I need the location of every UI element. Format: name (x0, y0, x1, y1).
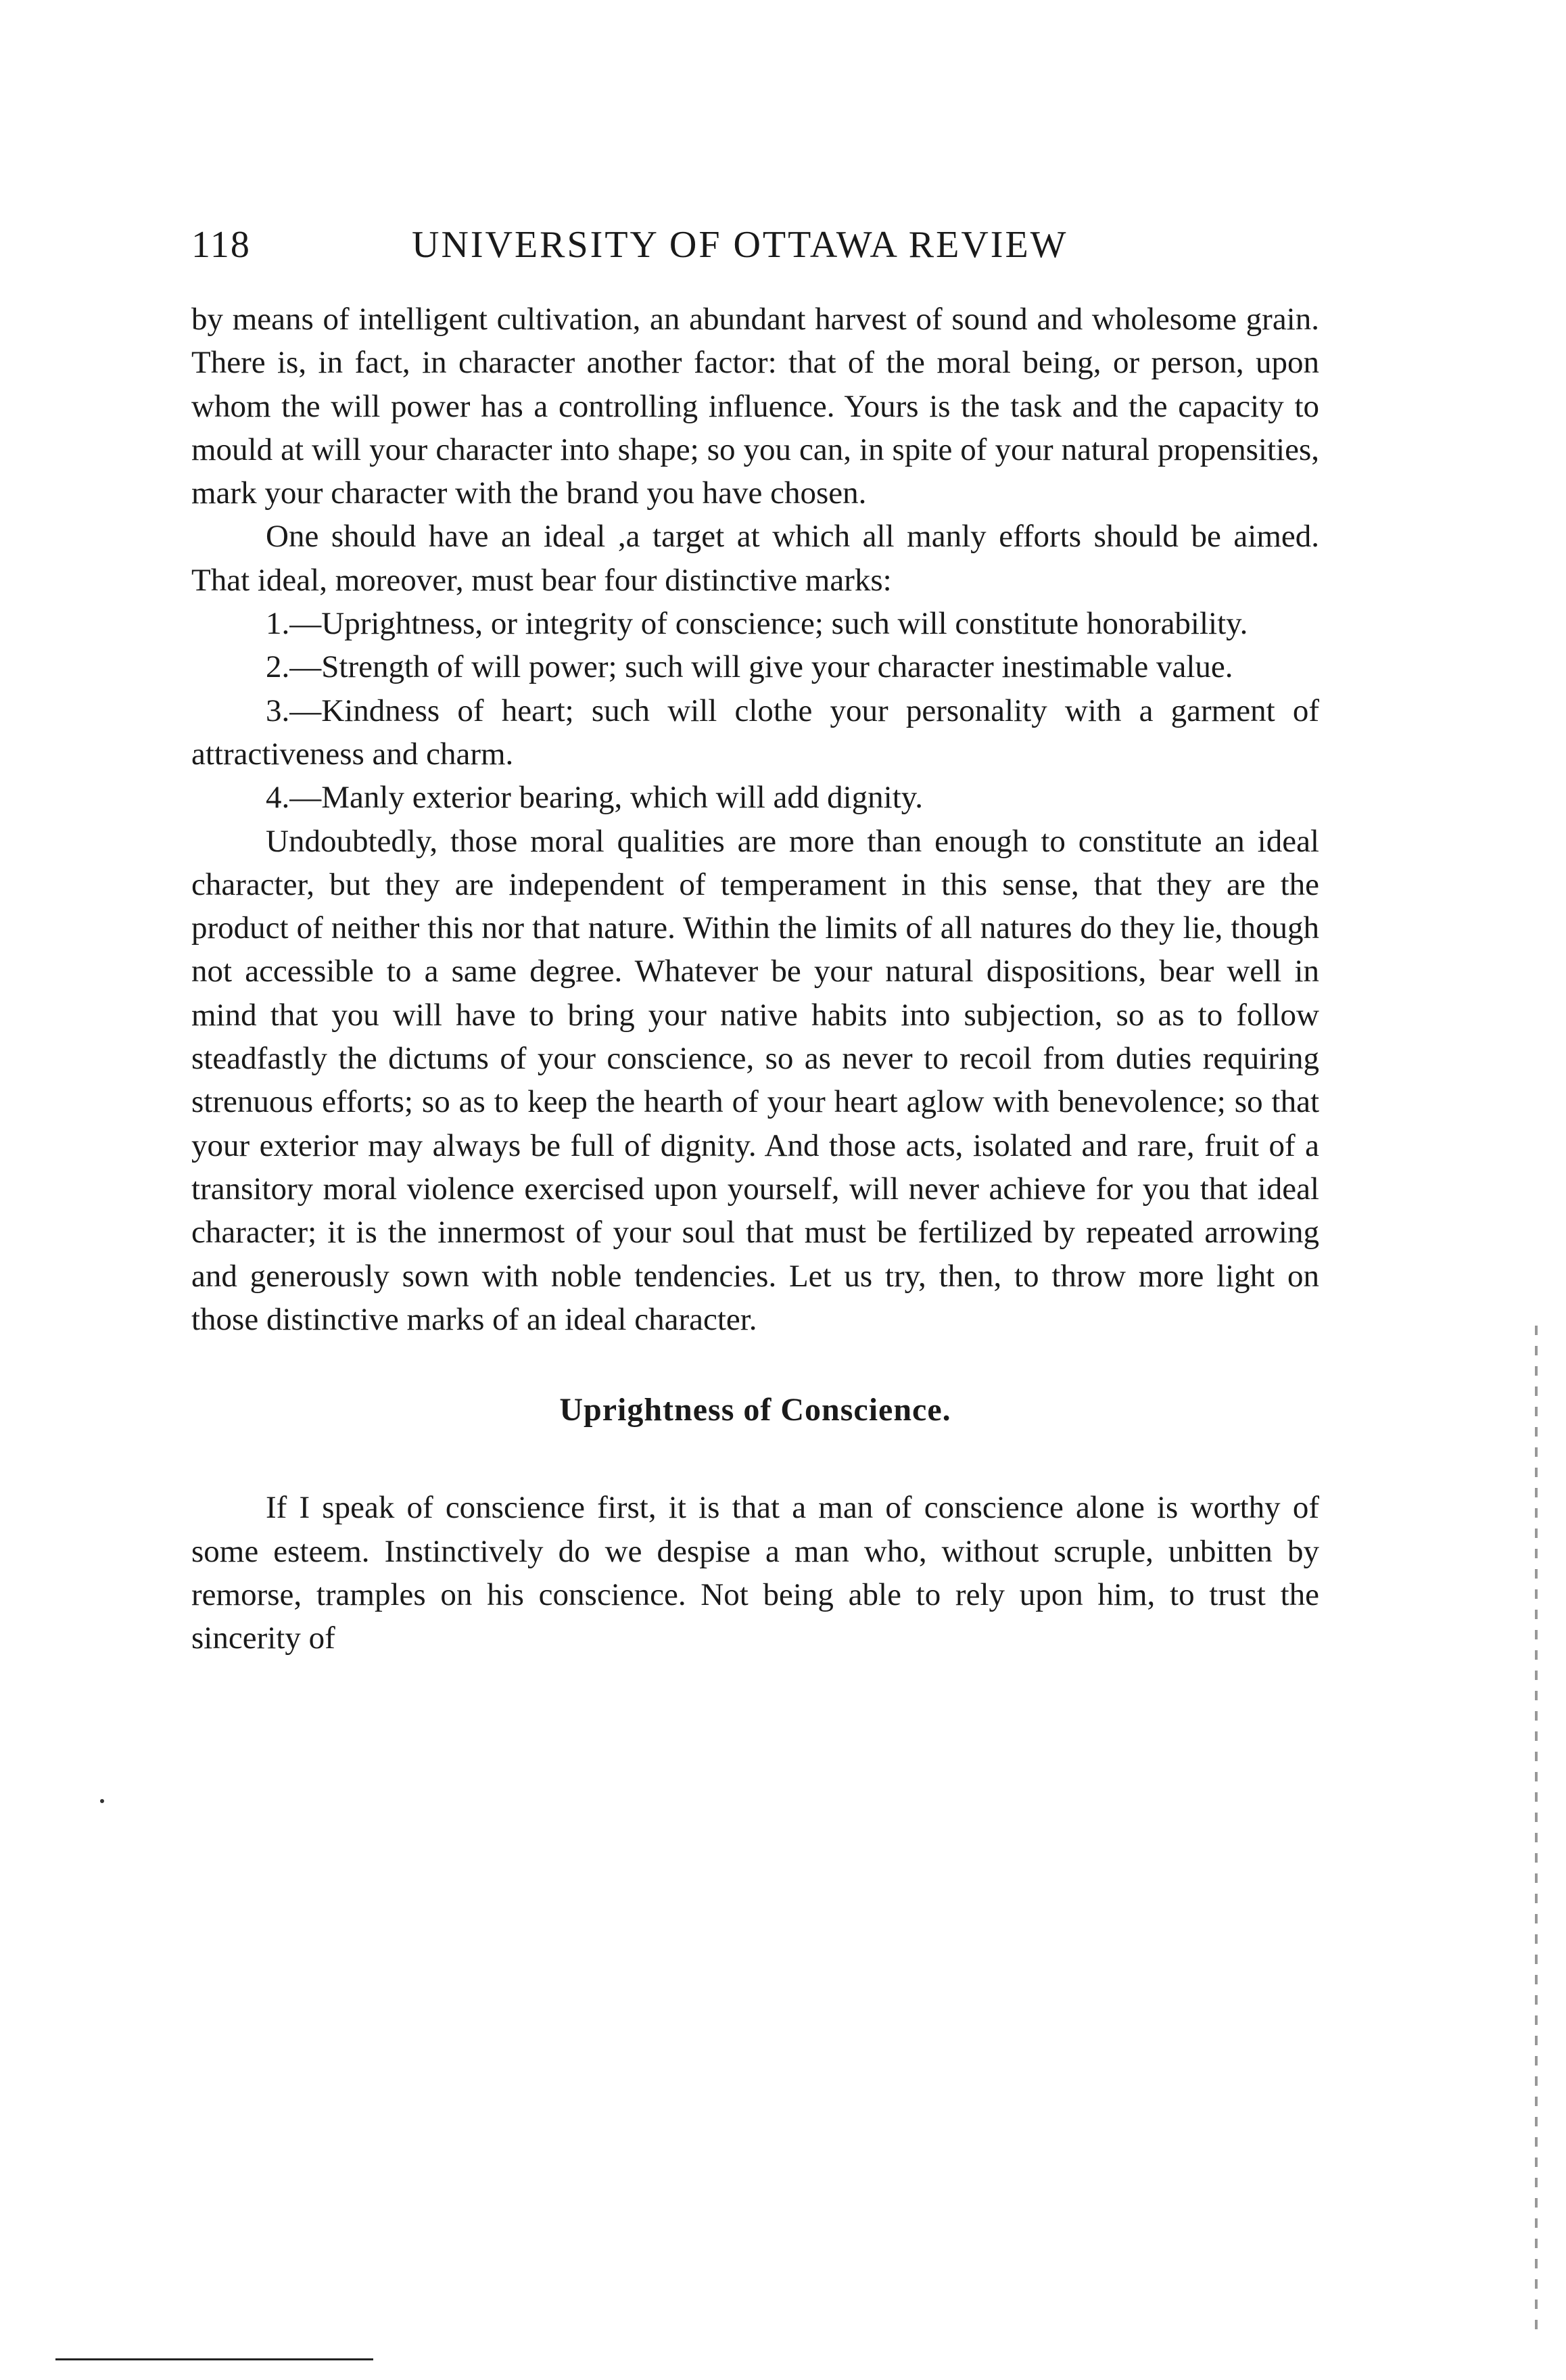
list-item-bearing: 4.—Manly exterior bearing, which will add dignity. (266, 780, 923, 816)
list-item-uprightness: 1.—Uprightness, or integrity of conscience; such will constitute honorability. (266, 606, 1248, 642)
paragraph-ideal: One should have an ideal ,a target at which all manly efforts should be aimed. That ideal, moreover, must bear four distinctive marks: (191, 519, 1319, 598)
list-item-kindness: 3.—Kindness of heart; such will clothe your personality with a garment of attractiveness and charm. (191, 693, 1319, 772)
paragraph-moral-qualities: Undoubtedly, those moral qualities are more than enough to constitute an ideal character, but they are independent of temperament in this sense, that they are the product of neither this nor that nature. Within the limits of all natures do they lie, though not accessible to a same degree. Whatever be your natural dispositions, bear well in mind that you will have to bring your native habits into subjection, so as to follow steadfastly the dictums of your conscience, so as never to recoil from duties requiring strenuous efforts; so as to keep the hearth of your heart aglow with benevolence; so that your exterior may always be full of dignity. And those acts, isolated and rare, fruit of a transitory moral violence exercised upon yourself, will never achieve for you that ideal character; it is the innermost of your soul that must be fertilized by repeated arrowing and generously sown with noble tendencies. Let us try, then, to throw more light on those distinctive marks of an ideal character. (191, 823, 1319, 1337)
journal-title: UNIVERSITY OF OTTAWA REVIEW (412, 224, 1068, 266)
paragraph-continuation: by means of intelligent cultivation, an abundant harvest of sound and wholesome grain. There is, in fact, in character another factor: that of the moral being, or person, upon whom the will power has a controlling influence. Yours is the task and the capacity to mould at will your character into shape; so you can, in spite of your natural propensities, mark your character with the brand you have chosen. (191, 302, 1319, 511)
list-item-strength: 2.—Strength of will power; such will give your character inestimable value. (266, 649, 1233, 685)
stray-mark (100, 1799, 104, 1803)
body-text (191, 298, 1319, 1660)
running-head (191, 218, 1314, 272)
bottom-rule (55, 2358, 373, 2360)
section-heading: Uprightness of Conscience. (559, 1392, 951, 1428)
scan-edge-noise (1535, 1326, 1538, 2340)
page-number: 118 (191, 224, 251, 266)
paragraph-conscience: If I speak of conscience first, it is that a man of conscience alone is worthy of some esteem. Instinctively do we despise a man who, without scruple, unbitten by remorse, tramples on his conscience. Not being able to rely upon him, to trust the sincerity of (191, 1490, 1319, 1656)
